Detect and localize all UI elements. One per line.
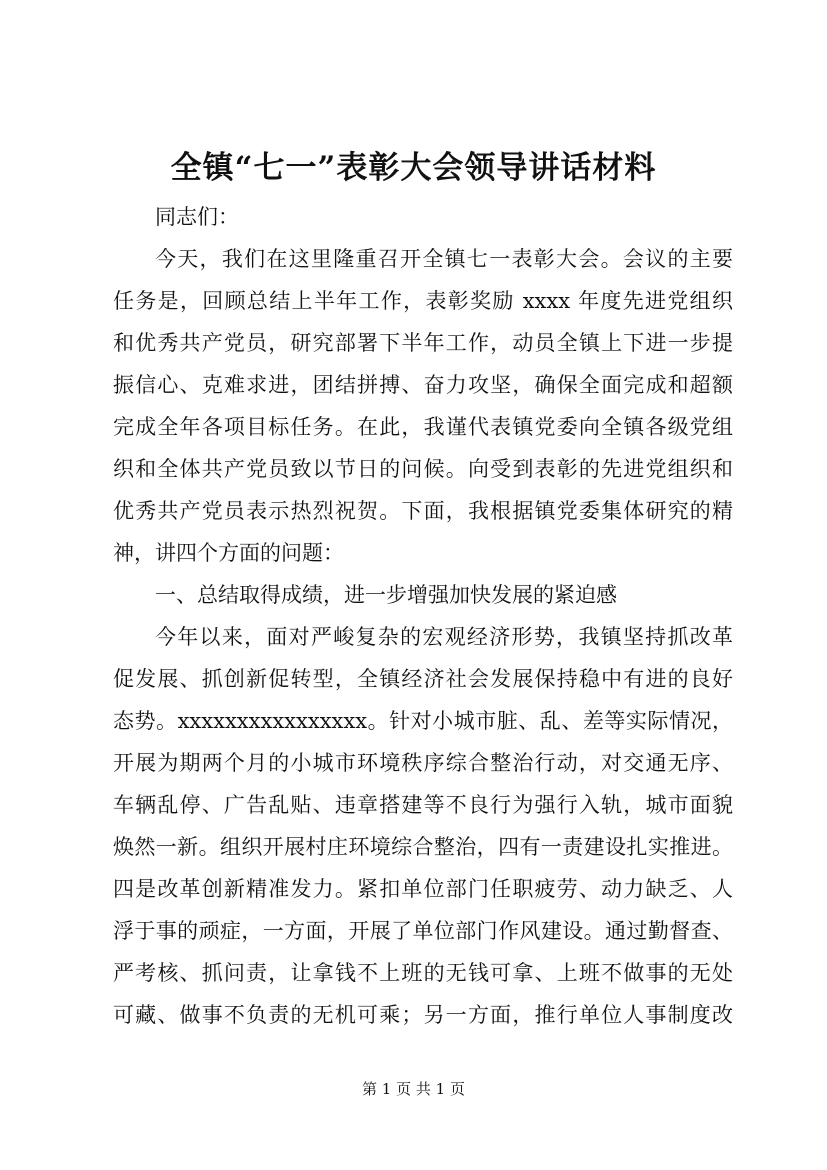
page-footer: 第 1 页 共 1 页 bbox=[362, 1080, 465, 1098]
paragraph-1-line-7: 优秀共产党员表示热烈祝贺。下面，我根据镇党委集体研究的精 bbox=[113, 499, 733, 523]
paragraph-2-line-9: 严考核、抓问责，让拿钱不上班的无钱可拿、上班不做事的无处 bbox=[113, 961, 733, 985]
paragraph-2-line-5: 车辆乱停、广告乱贴、违章搭建等不良行为强行入轨，城市面貌 bbox=[113, 793, 733, 817]
paragraph-2-line-10: 可藏、做事不负责的无机可乘；另一方面，推行单位人事制度改 bbox=[113, 1003, 733, 1027]
paragraph-1-line-5: 完成全年各项目标任务。在此，我谨代表镇党委向全镇各级党组 bbox=[113, 415, 733, 439]
paragraph-2-line-3: 态势。xxxxxxxxxxxxxxxx。针对小城市脏、乱、差等实际情况， bbox=[113, 709, 733, 733]
paragraph-2-line-4: 开展为期两个月的小城市环境秩序综合整治行动，对交通无序、 bbox=[113, 751, 733, 775]
greeting: 同志们： bbox=[155, 205, 239, 229]
paragraph-1-line-4: 振信心、克难求进，团结拼搏、奋力攻坚，确保全面完成和超额 bbox=[113, 373, 733, 397]
paragraph-1-line-8: 神，讲四个方面的问题： bbox=[113, 541, 344, 565]
section-1-heading: 一、总结取得成绩，进一步增强加快发展的紧迫感 bbox=[155, 583, 617, 607]
paragraph-1-line-3: 和优秀共产党员，研究部署下半年工作，动员全镇上下进一步提 bbox=[113, 331, 733, 355]
document-title: 全镇“七一”表彰大会领导讲话材料 bbox=[170, 150, 657, 186]
paragraph-1-line-2: 任务是，回顾总结上半年工作，表彰奖励 xxxx 年度先进党组织 bbox=[113, 289, 733, 313]
paragraph-2-line-7: 四是改革创新精准发力。紧扣单位部门任职疲劳、动力缺乏、人 bbox=[113, 877, 733, 901]
paragraph-1-line-6: 织和全体共产党员致以节日的问候。向受到表彰的先进党组织和 bbox=[113, 457, 733, 481]
paragraph-2-line-8: 浮于事的顽症，一方面，开展了单位部门作风建设。通过勤督查、 bbox=[113, 919, 733, 943]
paragraph-2-line-6: 焕然一新。组织开展村庄环境综合整治，四有一责建设扎实推进。 bbox=[113, 835, 733, 859]
paragraph-1-line-1: 今天，我们在这里隆重召开全镇七一表彰大会。会议的主要 bbox=[155, 247, 733, 271]
document-body bbox=[113, 196, 733, 1036]
paragraph-2-line-1: 今年以来，面对严峻复杂的宏观经济形势，我镇坚持抓改革 bbox=[155, 625, 733, 649]
paragraph-2-line-2: 促发展、抓创新促转型，全镇经济社会发展保持稳中有进的良好 bbox=[113, 667, 733, 691]
